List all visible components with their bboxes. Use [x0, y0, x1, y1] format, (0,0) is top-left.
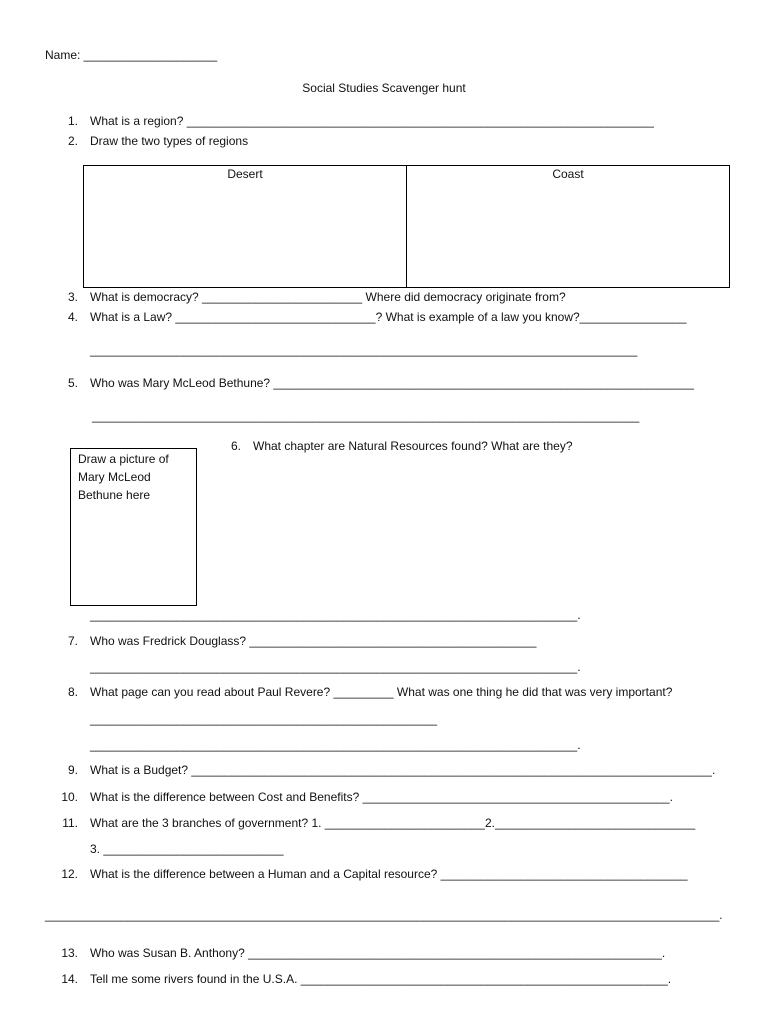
- q5-number: 5.: [67, 376, 78, 390]
- q11-third-branch-line: 3. ___________________________: [90, 842, 284, 856]
- q7-text: Who was Fredrick Douglass? ___________________________________________: [90, 634, 537, 648]
- q14-number: 14.: [61, 972, 78, 986]
- q2-number: 2.: [67, 134, 78, 148]
- q4-number: 4.: [67, 310, 78, 324]
- q11-number: 11.: [62, 816, 78, 830]
- page-title: Social Studies Scavenger hunt: [302, 81, 466, 95]
- picture-box: [70, 448, 197, 606]
- q14-text: Tell me some rivers found in the U.S.A. _______________________________________________________.: [90, 972, 672, 986]
- coast-drawing-cell: [406, 165, 730, 288]
- q6-number: 6.: [230, 439, 241, 453]
- q6-answer-line: _________________________________________________________________________.: [90, 608, 581, 622]
- q8-answer-line-2: _________________________________________________________________________.: [90, 738, 581, 752]
- q5-text: Who was Mary McLeod Bethune? _______________________________________________________________: [90, 376, 694, 390]
- q10-number: 10.: [61, 790, 78, 804]
- q7-number: 7.: [67, 634, 78, 648]
- q12-text: What is the difference between a Human and a Capital resource? _____________________________________: [90, 867, 688, 881]
- q2-text: Draw the two types of regions: [90, 134, 249, 148]
- picture-box-label: Draw a picture of Mary McLeod Bethune here: [78, 452, 169, 502]
- name-line: Name: ____________________: [45, 48, 218, 62]
- q12-number: 12.: [61, 867, 78, 881]
- q12-answer-line: ___________________________________________________________________________________________________________.: [45, 908, 723, 922]
- q4-answer-line: __________________________________________________________________________________: [90, 343, 638, 357]
- desert-drawing-cell: [83, 165, 407, 288]
- q11-text: What are the 3 branches of government? 1. ________________________2.______________________________: [90, 816, 696, 830]
- q3-number: 3.: [67, 290, 78, 304]
- desert-header: Desert: [227, 167, 263, 181]
- q13-text: Who was Susan B. Anthony? ______________________________________________________________.: [90, 946, 666, 960]
- q1-text: What is a region? ______________________________________________________________________: [90, 114, 654, 128]
- q9-number: 9.: [67, 763, 78, 777]
- q8-number: 8.: [67, 685, 78, 699]
- q6-text: What chapter are Natural Resources found? What are they?: [253, 439, 573, 453]
- q3-text: What is democracy? ________________________ Where did democracy originate from?: [90, 290, 566, 304]
- q8-text: What page can you read about Paul Revere? _________ What was one thing he did that was very important?: [90, 685, 673, 699]
- coast-header: Coast: [552, 167, 584, 181]
- q8-answer-line-1: ____________________________________________________: [90, 712, 438, 726]
- q7-answer-line: _________________________________________________________________________.: [90, 660, 581, 674]
- q10-text: What is the difference between Cost and Benefits? ______________________________________________.: [90, 790, 673, 804]
- q9-text: What is a Budget? ______________________________________________________________________________.: [90, 763, 716, 777]
- q5-answer-line: __________________________________________________________________________________: [92, 409, 640, 423]
- q1-number: 1.: [67, 114, 78, 128]
- q4-text: What is a Law? ______________________________? What is example of a law you know?________________: [90, 310, 687, 324]
- q13-number: 13.: [61, 946, 78, 960]
